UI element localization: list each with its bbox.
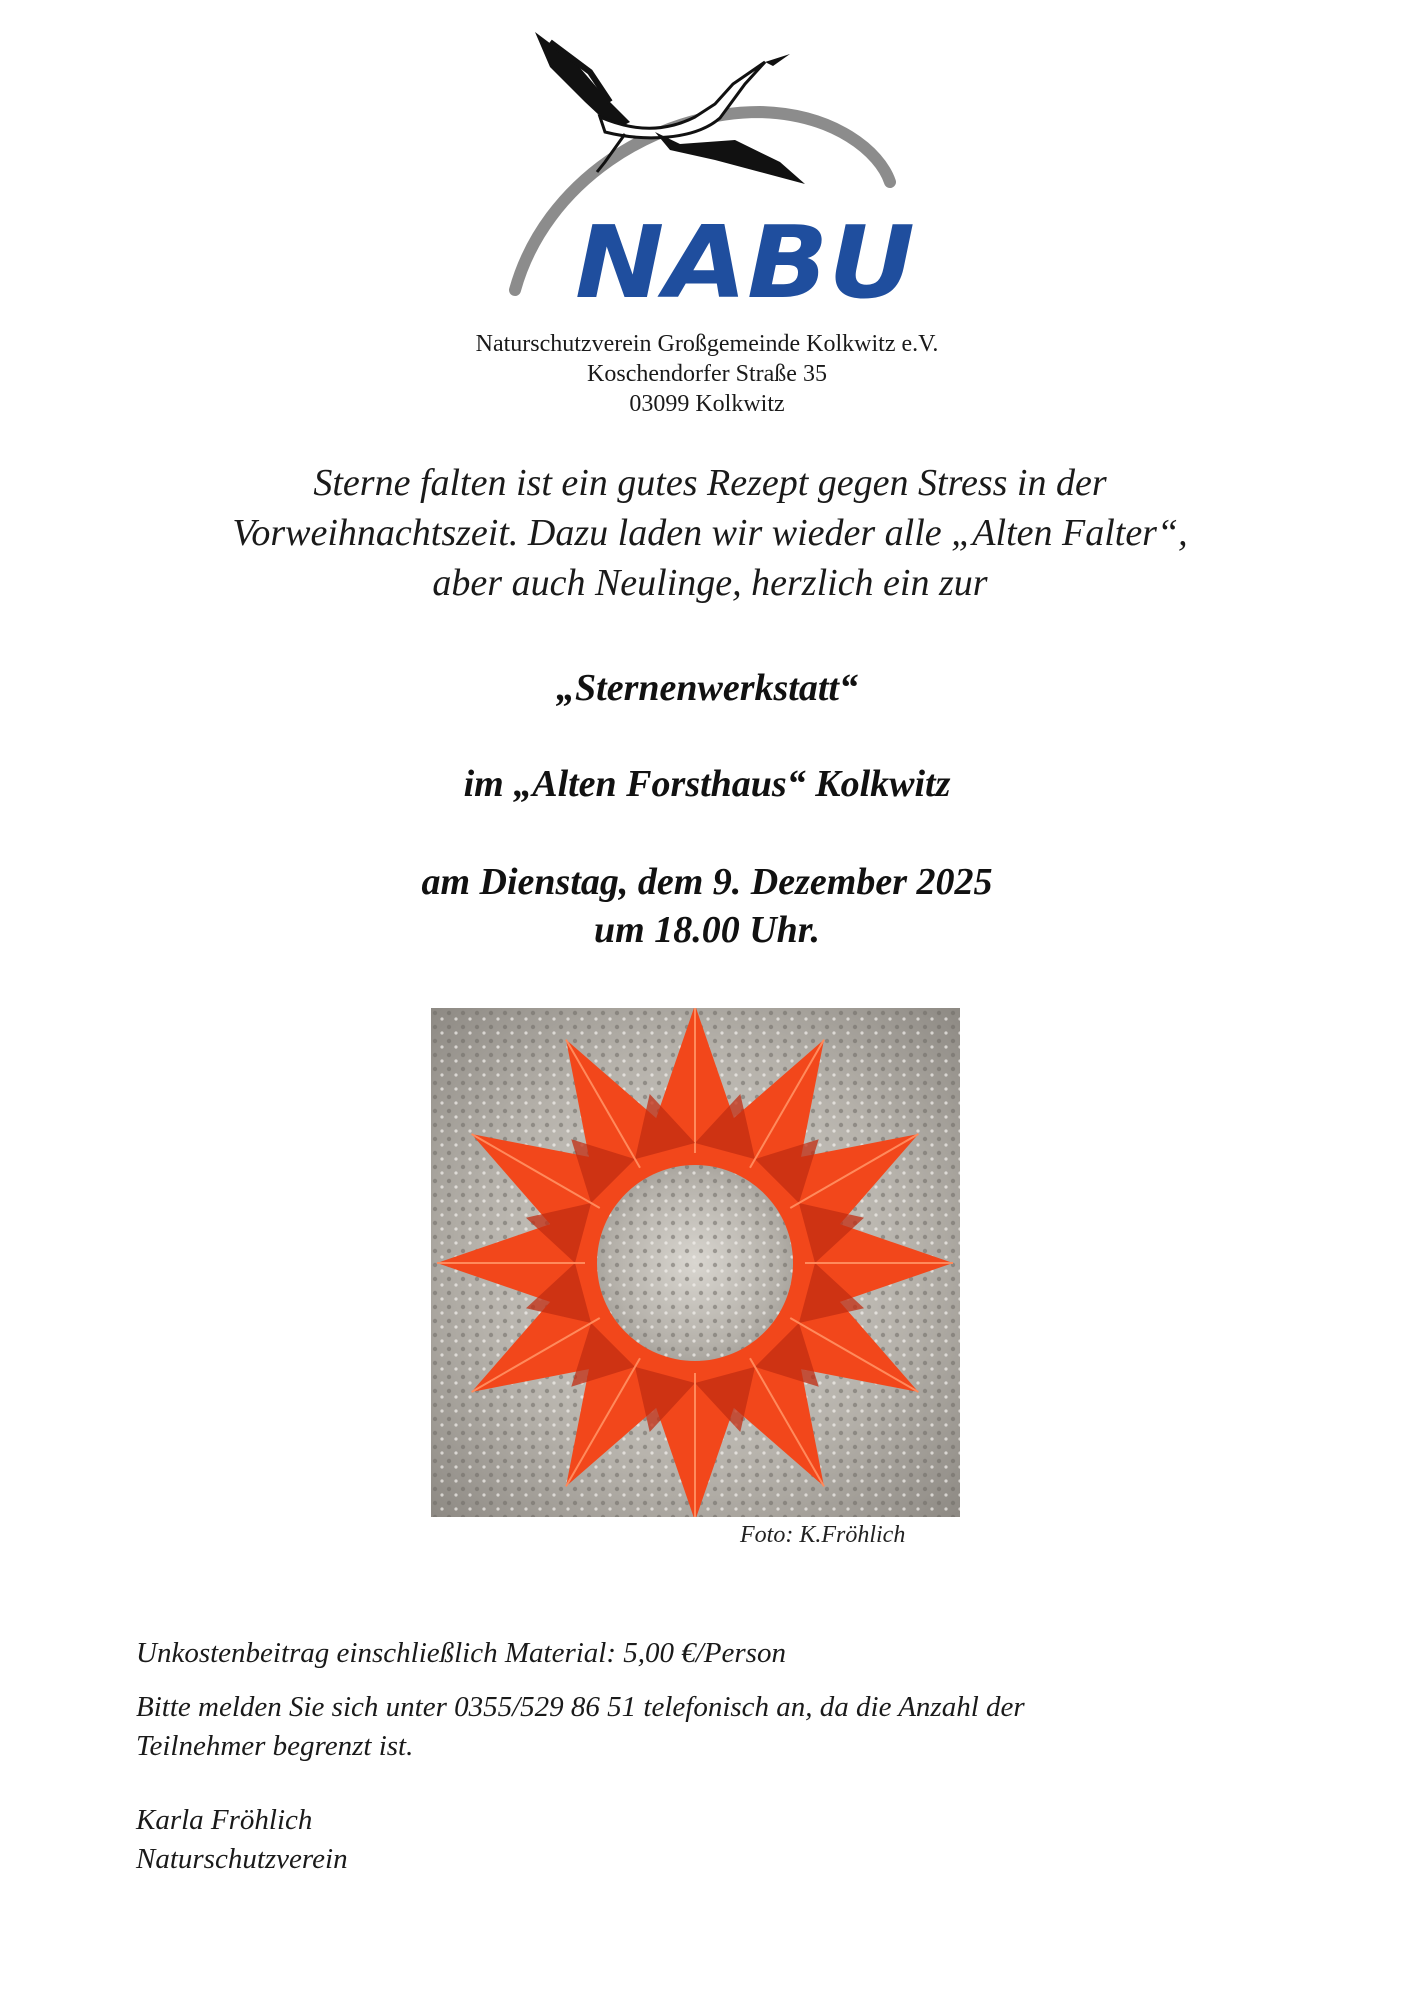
- photo-caption: Foto: K.Fröhlich: [740, 1522, 906, 1548]
- address-line-street: Koschendorfer Straße 35: [587, 361, 827, 387]
- event-date: am Dienstag, dem 9. Dezember 2025: [421, 861, 993, 903]
- intro-line-1: Sterne falten ist ein gutes Rezept gegen Stress in der: [313, 462, 1107, 504]
- intro-line-3: aber auch Neulinge, herzlich ein zur: [432, 562, 988, 604]
- origami-star-photo: [431, 1008, 960, 1517]
- event-location: im „Alten Forsthaus“ Kolkwitz: [463, 763, 951, 805]
- address-block: [0, 329, 1414, 419]
- registration-line-1: Bitte melden Sie sich unter 0355/529 86 51 telefonisch an, da die Anzahl der: [136, 1691, 1025, 1723]
- address-line-city: 03099 Kolkwitz: [629, 391, 785, 417]
- logo-text: NABU: [575, 204, 915, 312]
- intro-line-2: Vorweihnachtszeit. Dazu laden wir wieder alle „Alten Falter“,: [232, 512, 1188, 554]
- intro-text: [120, 458, 1300, 608]
- event-time: um 18.00 Uhr.: [594, 909, 820, 951]
- address-line-org: Naturschutzverein Großgemeinde Kolkwitz e.V.: [475, 331, 939, 357]
- registration-line-2: Teilnehmer begrenzt ist.: [136, 1730, 414, 1762]
- signature-org: Naturschutzverein: [136, 1843, 348, 1875]
- signature-name: Karla Fröhlich: [136, 1804, 313, 1836]
- nabu-logo: [505, 22, 925, 312]
- event-title: „Sternenwerkstatt“: [556, 667, 858, 709]
- cost-line: Unkostenbeitrag einschließlich Material: 5,00 €/Person: [136, 1637, 786, 1669]
